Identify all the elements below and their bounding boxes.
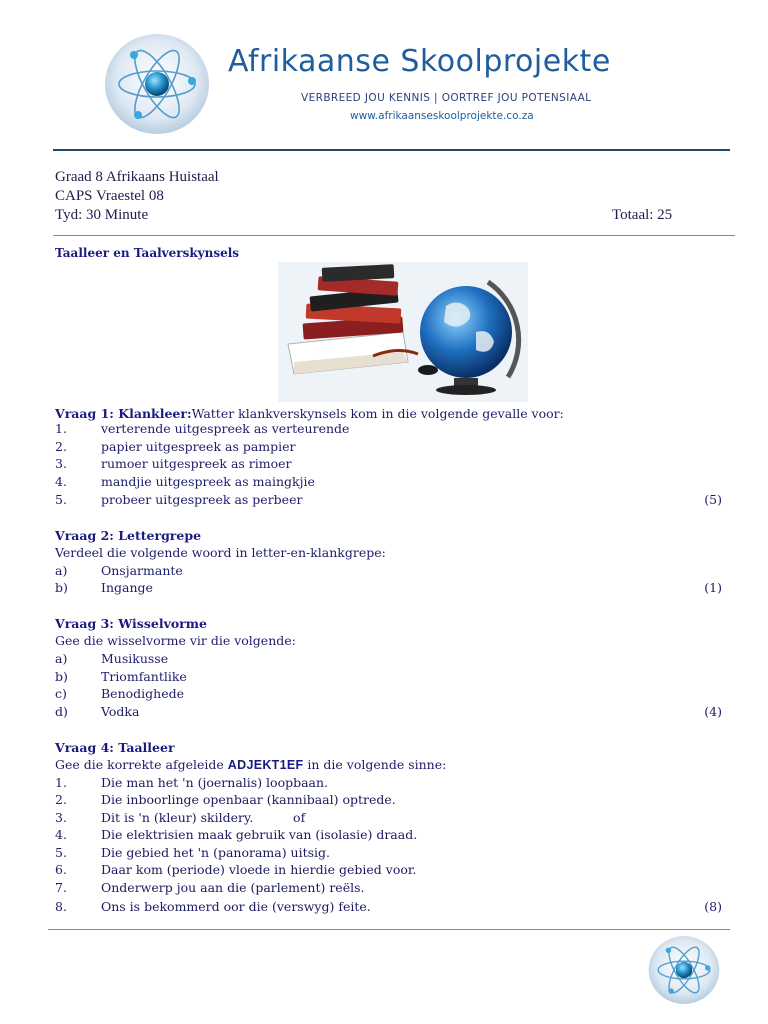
question-2-intro: Verdeel die volgende woord in letter-en-klankgrepe: — [55, 545, 386, 560]
list-item-number: d) — [55, 704, 68, 719]
list-item-number: c) — [55, 686, 67, 701]
list-item: Musikusse — [101, 651, 169, 666]
section-title: Taalleer en Taalverskynsels — [55, 246, 240, 260]
question-4-intro-before: Gee die korrekte afgeleide — [55, 757, 228, 772]
question-4-intro — [55, 757, 446, 772]
atom-logo-icon — [648, 935, 720, 1005]
header-divider — [53, 149, 730, 151]
list-item: probeer uitgespreek as perbeer — [101, 492, 303, 507]
question-3-intro: Gee die wisselvorme vir die volgende: — [55, 633, 296, 648]
question-4-marks: (8) — [704, 899, 722, 914]
list-item: Onsjarmante — [101, 563, 183, 578]
books-globe-illustration — [278, 262, 528, 402]
list-item: Die man het 'n (joernalis) loopbaan. — [101, 775, 329, 790]
list-item: Ons is bekommerd oor die (verswyg) feite. — [101, 899, 371, 914]
list-item-number: 2. — [55, 439, 67, 454]
list-item-number: 4. — [55, 474, 67, 489]
list-item-number: 8. — [55, 899, 67, 914]
list-item: Die elektrisien maak gebruik van (isolasie) draad. — [101, 827, 418, 842]
list-item-number: 1. — [55, 775, 67, 790]
list-item-number: 3. — [55, 456, 67, 471]
question-3-marks: (4) — [704, 704, 722, 719]
list-item: mandjie uitgespreek as maingkjie — [101, 474, 315, 489]
atom-logo-icon — [104, 33, 210, 135]
list-item-number: 3. — [55, 810, 67, 825]
question-1-marks: (5) — [704, 492, 722, 507]
list-item: rumoer uitgespreek as rimoer — [101, 456, 292, 471]
grade-title: Graad 8 Afrikaans Huistaal — [55, 169, 219, 185]
list-item-number: b) — [55, 580, 68, 595]
list-item: Vodka — [101, 704, 140, 719]
question-1-heading-row — [55, 403, 564, 422]
question-2-heading: Vraag 2: Lettergrepe — [55, 528, 202, 543]
question-4-keyword: ADJEKT1EF — [227, 758, 304, 772]
time-allowed: Tyd: 30 Minute — [55, 207, 149, 223]
list-item: Daar kom (periode) vloede in hierdie gebied voor. — [101, 862, 417, 877]
list-item-number: 5. — [55, 492, 67, 507]
list-item: Onderwerp jou aan die (parlement) reëls. — [101, 880, 365, 895]
list-item-number: 6. — [55, 862, 67, 877]
brand-tagline: VERBREED JOU KENNIS | OORTREF JOU POTENSIAAL — [301, 92, 592, 104]
question-3-heading: Vraag 3: Wisselvorme — [55, 616, 207, 631]
list-item-number: a) — [55, 563, 68, 578]
question-1-intro: Watter klankverskynsels kom in die volgende gevalle voor: — [191, 406, 564, 421]
list-item: Benodighede — [101, 686, 185, 701]
list-item-number: a) — [55, 651, 68, 666]
brand-website: www.afrikaanseskoolprojekte.co.za — [350, 110, 534, 122]
brand-name: Afrikaanse Skoolprojekte — [228, 44, 611, 79]
list-item-number: b) — [55, 669, 68, 684]
question-4-intro-after: in die volgende sinne: — [303, 757, 447, 772]
list-item: Ingange — [101, 580, 153, 595]
list-item-number: 4. — [55, 827, 67, 842]
total-marks: Totaal: 25 — [612, 207, 673, 223]
paper-title: CAPS Vraestel 08 — [55, 188, 164, 204]
list-item: Dit is 'n (kleur) skildery. of — [101, 810, 306, 825]
footer-divider — [48, 929, 730, 930]
title-divider — [53, 235, 735, 236]
list-item-number: 2. — [55, 792, 67, 807]
question-1-heading: Vraag 1: Klankleer: — [55, 406, 192, 421]
list-item: Triomfantlike — [101, 669, 187, 684]
list-item-number: 7. — [55, 880, 67, 895]
question-2-marks: (1) — [704, 580, 722, 595]
list-item-number: 1. — [55, 421, 67, 436]
list-item: Die inboorlinge openbaar (kannibaal) optrede. — [101, 792, 396, 807]
list-item: verterende uitgespreek as verteurende — [101, 421, 350, 436]
list-item: papier uitgespreek as pampier — [101, 439, 296, 454]
question-4-heading: Vraag 4: Taalleer — [55, 740, 175, 755]
list-item-number: 5. — [55, 845, 67, 860]
list-item: Die gebied het 'n (panorama) uitsig. — [101, 845, 331, 860]
